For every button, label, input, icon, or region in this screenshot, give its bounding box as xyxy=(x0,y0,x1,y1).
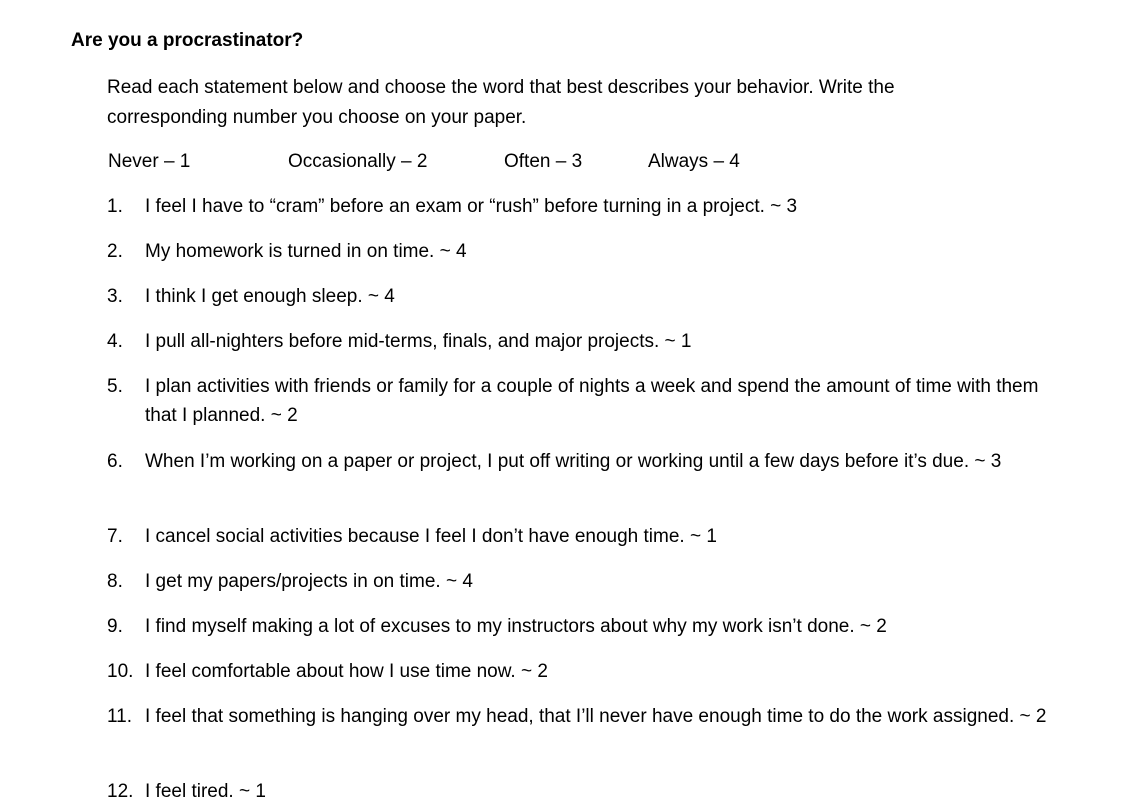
item-text: I feel that something is hanging over my head, that I’ll never have enough time to do the work assigned. ~ 2 xyxy=(145,706,1047,727)
page-title: Are you a procrastinator? xyxy=(71,30,304,51)
instructions-paragraph: Read each statement below and choose the word that best describes your behavior. Write the corresponding number you choose on your paper. xyxy=(107,77,895,128)
item-number: 8. xyxy=(107,571,123,592)
list-item xyxy=(107,192,1067,221)
list-item xyxy=(107,702,1067,731)
item-text: I feel I have to “cram” before an exam or “rush” before turning in a project. ~ 3 xyxy=(145,196,798,217)
item-text: I plan activities with friends or family for a couple of nights a week and spend the amount of time with them that I planned. ~ 2 xyxy=(145,376,1039,426)
item-text: I find myself making a lot of excuses to my instructors about why my work isn’t done. ~ 2 xyxy=(145,616,887,637)
item-number: 6. xyxy=(107,451,123,472)
scale-option-always: Always – 4 xyxy=(648,151,740,172)
list-item xyxy=(107,447,1067,476)
list-item xyxy=(107,282,1067,311)
item-number: 5. xyxy=(107,376,123,397)
item-text: I pull all-nighters before mid-terms, finals, and major projects. ~ 1 xyxy=(145,331,692,352)
scale-option-often: Often – 3 xyxy=(504,151,583,172)
item-text: I feel comfortable about how I use time now. ~ 2 xyxy=(145,661,548,682)
item-text: My homework is turned in on time. ~ 4 xyxy=(145,241,467,262)
item-number: 12. xyxy=(107,781,134,802)
item-text: I feel tired. ~ 1 xyxy=(145,781,266,802)
item-number: 7. xyxy=(107,526,123,547)
scale-option-never: Never – 1 xyxy=(108,151,191,172)
item-number: 9. xyxy=(107,616,123,637)
item-number: 10. xyxy=(107,661,134,682)
item-text: I think I get enough sleep. ~ 4 xyxy=(145,286,395,307)
item-text: When I’m working on a paper or project, I put off writing or working until a few days before it’s due. ~ 3 xyxy=(145,451,1002,472)
item-number: 2. xyxy=(107,241,123,262)
item-number: 1. xyxy=(107,196,123,217)
item-text: I get my papers/projects in on time. ~ 4 xyxy=(145,571,473,592)
list-item xyxy=(107,612,1067,641)
list-item xyxy=(107,522,1067,551)
list-item xyxy=(107,657,1067,686)
item-number: 3. xyxy=(107,286,123,307)
list-item xyxy=(107,567,1067,596)
item-number: 11. xyxy=(107,706,133,727)
list-item xyxy=(107,372,1067,430)
item-number: 4. xyxy=(107,331,123,352)
scale-option-occasionally: Occasionally – 2 xyxy=(288,151,428,172)
item-text: I cancel social activities because I feel I don’t have enough time. ~ 1 xyxy=(145,526,717,547)
list-item xyxy=(107,237,1067,266)
list-item xyxy=(107,327,1067,356)
